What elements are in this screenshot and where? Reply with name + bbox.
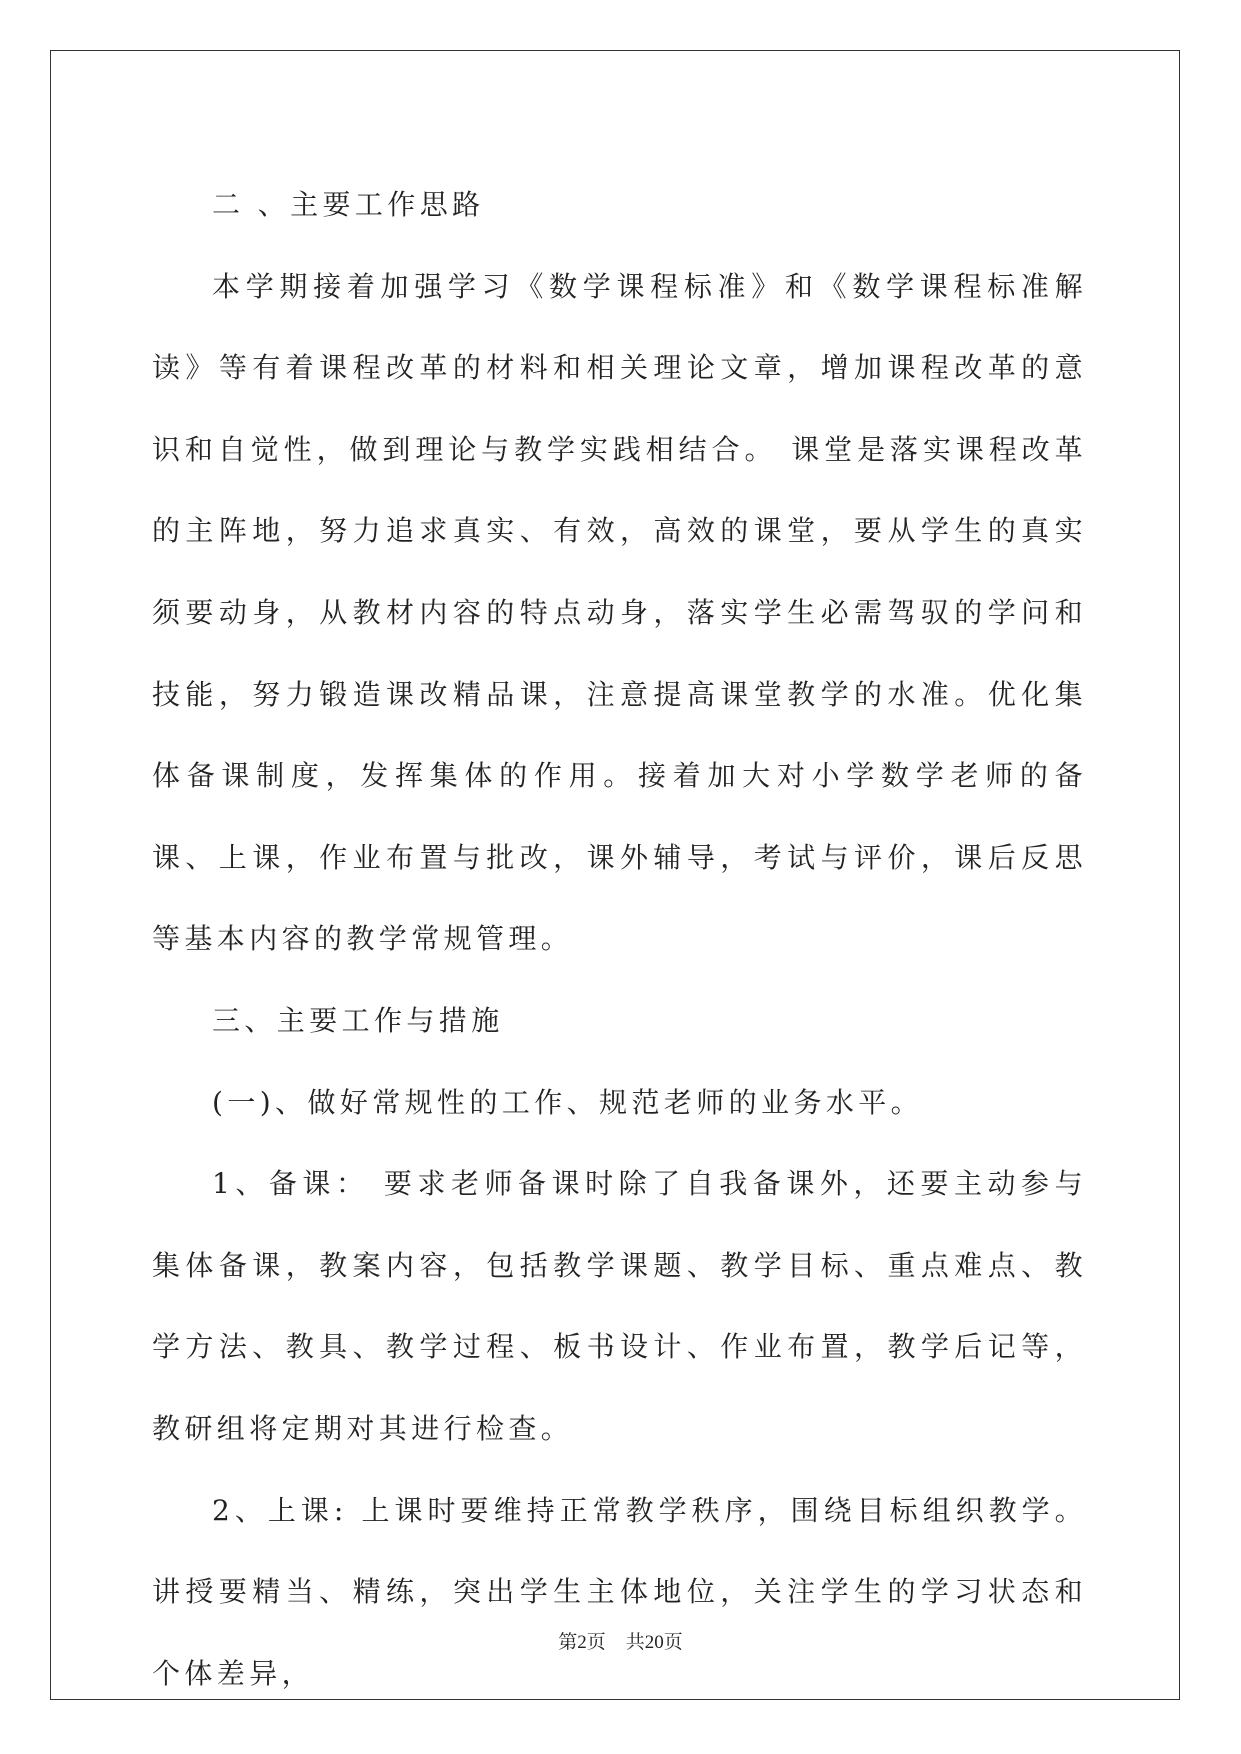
page-number: 第2页	[558, 1632, 606, 1653]
page-footer	[0, 1627, 1241, 1654]
page-total: 共20页	[625, 1632, 683, 1653]
paragraph-class-teaching: 2、上课: 上课时要维持正常教学秩序，围绕目标组织教学。讲授要精当、精练，突出学生主体地位，关注学生的学习状态和个体差异，	[152, 1493, 1087, 1690]
section-heading-2: 二 、主要工作思路	[212, 188, 485, 221]
paragraph-lesson-prep: 1、备课： 要求老师备课时除了自我备课外，还要主动参与集体备课，教案内容，包括教学课题、教学目标、重点难点、教学方法、教具、教学过程、板书设计、作业布置，教学后记等，教研组将定期对其进行检查。	[152, 1167, 1087, 1445]
section-heading-3: 三、主要工作与措施	[212, 1003, 504, 1037]
subsection-heading-1: (一)、做好常规性的工作、规范老师的业务水平。	[212, 1085, 924, 1119]
document-body	[152, 164, 1087, 1714]
paragraph-work-ideas: 本学期接着加强学习《数学课程标准》和《数学课程标准解读》等有着课程改革的材料和相关理论文章，增加课程改革的意识和自觉性，做到理论与教学实践相结合。 课堂是落实课程改革的主阵地，努力追求真实、有效，高效的课堂，要从学生的真实须要动身，从教材内容的特点动身，落实学生必需驾驭的学问和技能，努力锻造课改精品课，注意提高课堂教学的水准。优化集体备课制度，发挥集体的作用。接着加大对小学数学老师的备课、上课，作业布置与批改，课外辅导，考试与评价，课后反思等基本内容的教学常规管理。	[152, 269, 1087, 956]
